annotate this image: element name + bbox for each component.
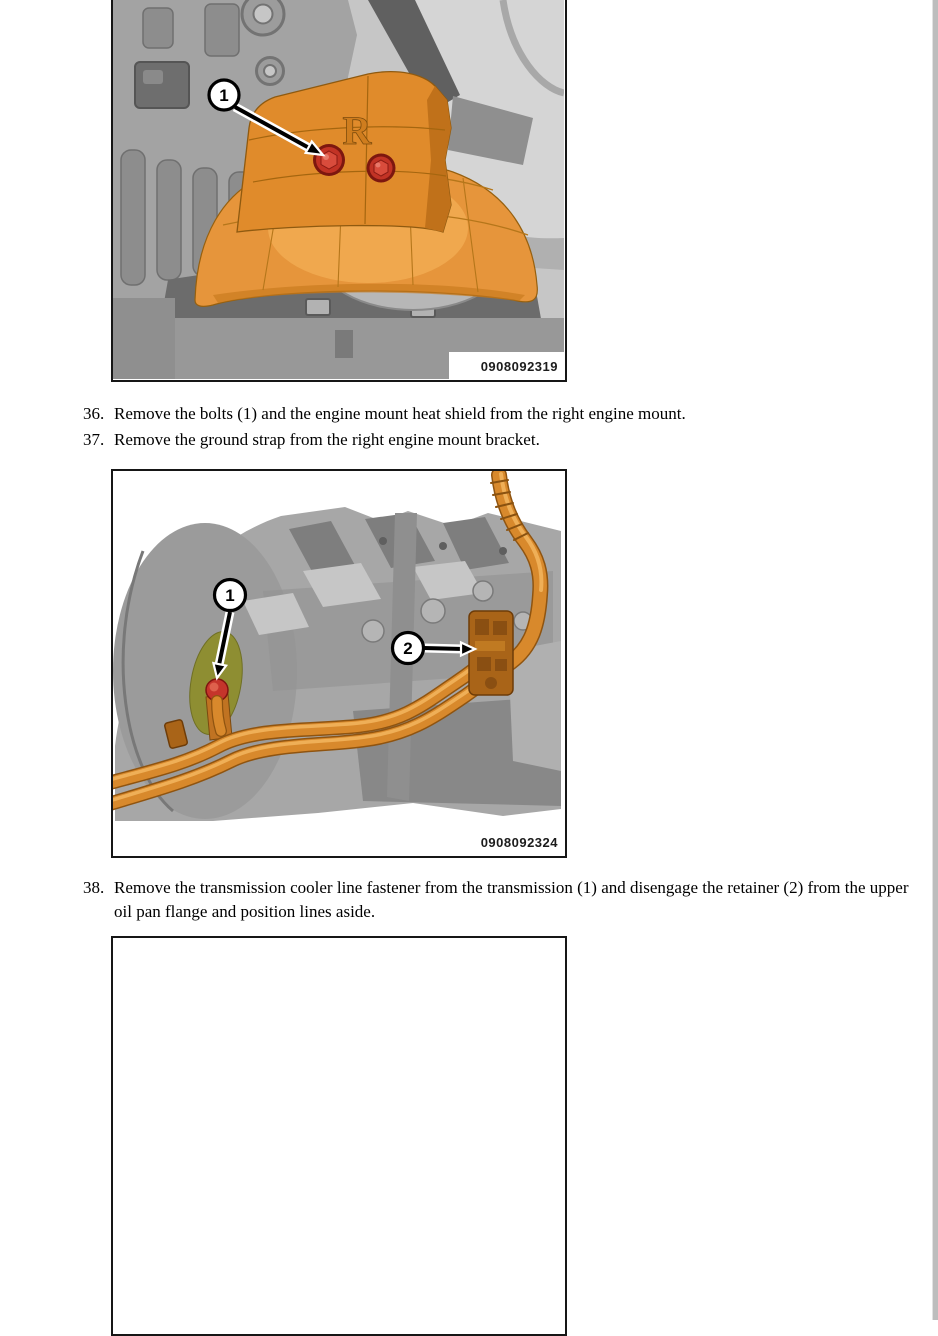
step-38-number: 38.	[83, 878, 105, 897]
figure-id-label: 0908092319	[480, 359, 558, 374]
figure-engine-mount	[111, 0, 567, 382]
callout-2-badge	[393, 633, 424, 664]
scrollbar[interactable]	[932, 0, 938, 1320]
figure-id-label: 0908092324	[480, 835, 558, 850]
callout-1-label: 1	[225, 586, 235, 605]
step-37-number: 37.	[83, 430, 105, 449]
callout-1-label: 1	[219, 86, 229, 105]
figure-cooler-lines	[111, 469, 567, 858]
mount-bolt-right	[367, 154, 396, 183]
step-37-text: Remove the ground strap from the right engine mount bracket.	[114, 430, 540, 449]
cooler-lines-illustration	[113, 471, 564, 855]
step-38-text: Remove the transmission cooler line fastener from the transmission (1) and disengage the retainer (2) from the upper oil pan flange and position lines aside.	[114, 878, 909, 921]
step-36-text: Remove the bolts (1) and the engine mount heat shield from the right engine mount.	[114, 404, 686, 423]
part-marking-r: R	[342, 108, 372, 153]
step-36-number: 36.	[83, 404, 105, 423]
engine-mount-illustration	[113, 0, 564, 379]
callout-2-label: 2	[403, 639, 413, 658]
figure-empty-frame	[111, 936, 567, 1336]
cooler-line-retainer	[469, 611, 513, 695]
callout-1-badge	[209, 80, 239, 110]
figure-id-box	[449, 352, 564, 379]
step-36	[83, 402, 921, 426]
callout-1-badge	[215, 580, 246, 611]
step-38	[83, 876, 921, 924]
step-37	[83, 428, 921, 452]
